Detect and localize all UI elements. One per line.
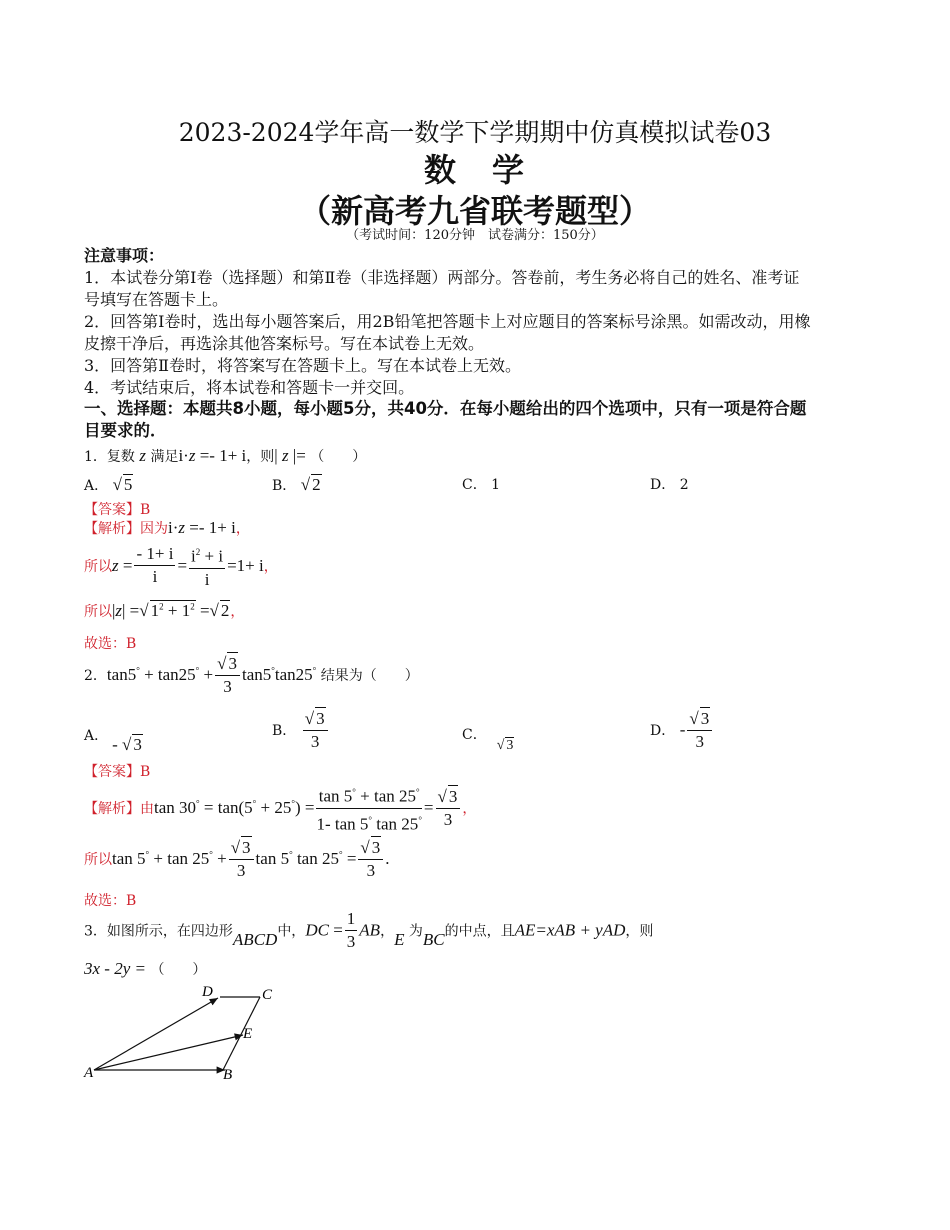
q2-conclusion: 故选：B: [84, 893, 137, 909]
label-a: A: [84, 1065, 94, 1081]
q1-option-a[interactable]: A． √ 5: [84, 475, 133, 494]
exam-info: （考试时间：120分钟 试卷满分：150分）: [346, 228, 604, 243]
q3-expression: 3x - 2y = （ ）: [84, 959, 207, 978]
q2-option-c[interactable]: C．√ 3: [462, 727, 514, 753]
vector-ad: [94, 998, 218, 1070]
vector-ae: [94, 1035, 243, 1070]
label-c: C: [262, 987, 273, 1003]
q1-step3: 所以|z| =√ $1^2 + 1^2$ =√ 2，: [84, 601, 245, 620]
subject-title: 数 学: [423, 151, 526, 189]
label-e: E: [243, 1026, 253, 1042]
note-item: 4．考试结束后，将本试卷和答题卡一并交回。: [84, 378, 415, 397]
exam-title: 2023-2024学年高一数学下学期期中仿真模拟试卷03: [178, 118, 772, 147]
note-item: 2．回答第Ⅰ卷时，选出每小题答案后，用2B铅笔把答题卡上对应题目的答案标号涂黑。如需改动，用橡皮擦干净后，再选涂其他答案标号。写在本试卷上无效。: [84, 312, 811, 353]
q1-conclusion: 故选：B: [84, 636, 137, 652]
label-b: B: [223, 1067, 233, 1083]
segment-cb: [223, 997, 260, 1070]
q1-answer: 【答案】B: [84, 502, 151, 518]
q2-option-d[interactable]: D． - $\frac{√ 3}{3}$: [650, 707, 714, 753]
q2-stem: 2．tan5° + tan25° + $\frac{√ 3}{3}$ tan5°tan25° 结果为（ ）: [84, 654, 419, 696]
q1-analysis: 【解析】因为i·z =- 1+ i，: [84, 518, 250, 537]
q2-option-a[interactable]: A． - √ 3: [84, 728, 142, 754]
exam-type-title: （新高考九省联考题型）: [298, 192, 651, 230]
q1-option-c[interactable]: C． 1: [462, 477, 501, 493]
q1-option-d[interactable]: D． 2: [650, 477, 689, 493]
q1-stem: 1．复数 z 满足i·z =- 1+ i，则| z |= （ ）: [84, 446, 367, 465]
notes-heading: 注意事项：: [84, 246, 165, 265]
q2-answer: 【答案】B: [84, 764, 151, 780]
q2-analysis: 【解析】由tan 30° = tan(5° + 25°) = $\frac{\tan 5^\circ + \tan 25^\circ}{1- \tan 5^\circ \tan 25^\circ}$ = $\frac{√ 3}{3}$ ，: [84, 781, 476, 835]
q1-step2: 所以z = $\frac{- 1+ i}{i}$ = $\frac{i^2 + i}{i}$ =1+ i，: [84, 541, 278, 591]
note-item: 3．回答第Ⅱ卷时，将答案写在答题卡上。写在本试卷上无效。: [84, 356, 522, 375]
quadrilateral-figure: [80, 980, 290, 1085]
q2-step2: 所以tan 5° + tan 25° + $\frac{√ 3}{3}$ tan 5° tan 25° = $\frac{√ 3}{3}$ .: [84, 838, 390, 880]
label-d: D: [202, 984, 213, 1000]
q1-option-b[interactable]: B． √ 2: [272, 475, 321, 494]
notes-block: [84, 245, 814, 399]
q3-stem: 3．如图所示，在四边形ABCD中，DC = $\frac{1}{3}$ AB，E 为BC的中点，且AE=xAB + yAD，则: [84, 909, 654, 951]
q2-option-b[interactable]: B． $\frac{√ 3}{3}$: [272, 707, 330, 753]
note-item: 1．本试卷分第Ⅰ卷（选择题）和第Ⅱ卷（非选择题）两部分。答卷前，考生务必将自己的姓名、准考证号填写在答题卡上。: [84, 268, 800, 309]
section-heading: 一、选择题：本题共8小题，每小题5分，共40分．在每小题给出的四个选项中，只有一项是符合题目要求的．: [84, 399, 807, 440]
